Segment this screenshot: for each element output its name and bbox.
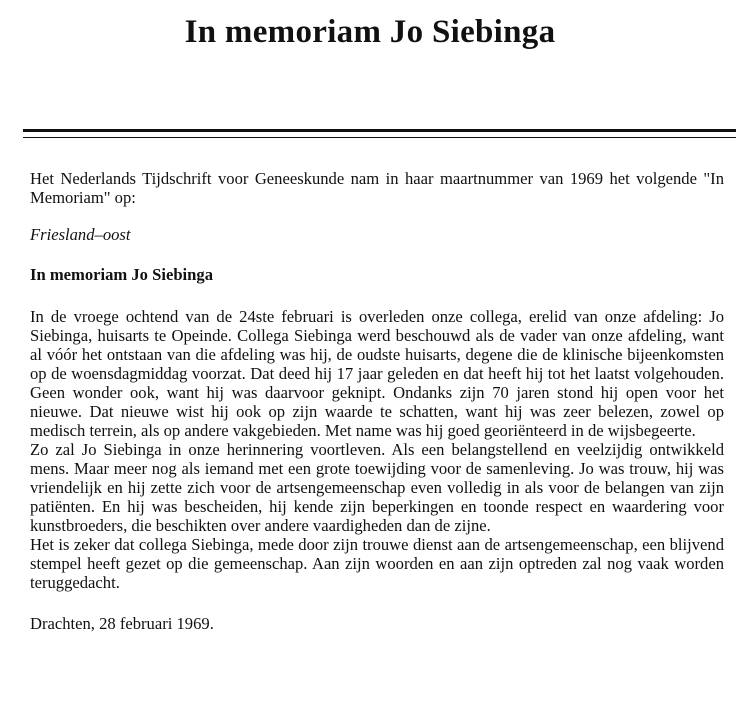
page-title: In memoriam Jo Siebinga — [184, 14, 556, 50]
paragraph-obituary-2: Zo zal Jo Siebinga in onze herinnering voortleven. Als een belangstellend en veelzijdig ontwikkeld mens. Maar meer nog als iemand met een grote toewijding voor de samenleving. Jo was trouw, hij was vriendelijk en hij zette zich voor de artsengemeenschap even volledig in als voor de belangen van zijn patiënten. En hij was bescheiden, hij kende zijn beperkingen en toonde respect en waardering voor kunstbroeders, die beschikten over andere vaardigheden dan de zijne. — [30, 440, 724, 535]
double-rule-bottom — [23, 137, 736, 138]
paragraph-obituary-3: Het is zeker dat collega Siebinga, mede door zijn trouwe dienst aan de artsengemeenschap, een blijvend stempel heeft gezet op die gemeenschap. Aan zijn woorden en aan zijn optreden zal nog vaak worden teruggedacht. — [30, 535, 724, 592]
closing-date-line: Drachten, 28 februari 1969. — [30, 614, 214, 633]
double-rule-top — [23, 129, 736, 132]
paragraph-obituary-1: In de vroege ochtend van de 24ste februari is overleden onze collega, erelid van onze afdeling: Jo Siebinga, huisarts te Opeinde. Collega Siebinga werd beschouwd als de vader van onze afdeling, want al vóór het ontstaan van die afdeling was hij, de oudste huisarts, degene die de klinische bijeenkomsten op de woensdagmiddag voorzat. Dat deed hij 17 jaar geleden en dat heeft hij tot het laatst volgehouden. Geen wonder ook, want hij was daarvoor geknipt. Ondanks zijn 70 jaren stond hij open voor het nieuwe. Dat nieuwe wist hij ook op zijn waarde te schatten, want hij was zeer belezen, zowel op medisch terrein, als op andere vakgebieden. Met name was hij goed georiënteerd in de wijsbegeerte. — [30, 307, 724, 440]
article-body — [30, 169, 724, 633]
subtitle: In memoriam Jo Siebinga — [30, 265, 213, 284]
intro-paragraph: Het Nederlands Tijdschrift voor Geneeskunde nam in haar maartnummer van 1969 het volgende "In Memoriam" op: — [30, 169, 724, 207]
region-label: Friesland–oost — [30, 225, 131, 244]
